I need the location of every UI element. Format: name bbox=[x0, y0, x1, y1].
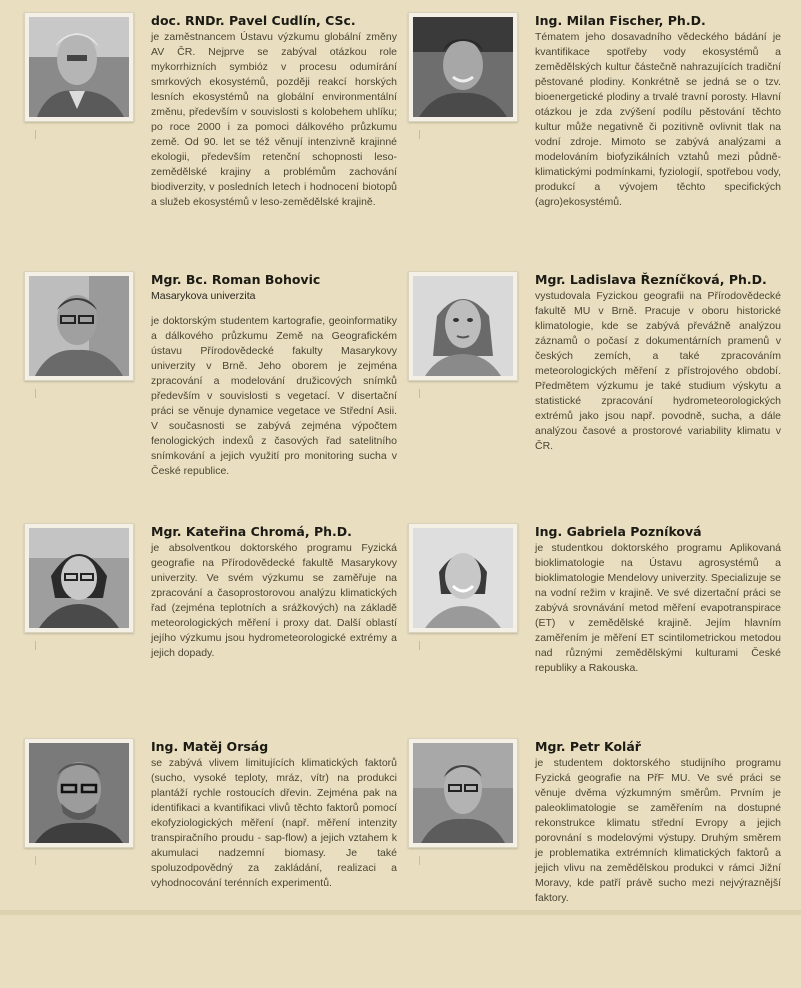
divider-tick bbox=[35, 130, 36, 139]
person-bio: je doktorským studentem kartografie, geoinformatiky a dálkového průzkumu Země na Geografickém ústavu Přírodovědecké fakulty Masarykovy univerzity v Brně. Jeho oborem je zejména zpracování a modelování družicových snímků především v souvislosti s vegetací. V disertační práci se věnuje dynamice vegetace ve Střední Asii. V současnosti se zabývá zejména výpočtem fenologických indexů z časových řad satelitního snímkování a jejich využití pro monitoring sucha v České republice. bbox=[151, 315, 397, 477]
portrait-photo bbox=[29, 17, 129, 117]
person-name: Mgr. Ladislava Řezníčková, Ph.D. bbox=[535, 272, 767, 287]
portrait-frame bbox=[408, 271, 518, 381]
person-name: doc. RNDr. Pavel Cudlín, CSc. bbox=[151, 13, 356, 28]
person-bio: je absolventkou doktorského programu Fyzická geografie na Přírodovědecké fakultě Masarykovy univerzity. Ve svém výzkumu se zaměřuje na zpracování a časoprostorovou analýzu klimatických řad (zejména teplotních a srážkových) na základě meteorologických měření i proxy dat. Další oblastí jejího výzkumu jsou hydrometeorologické extrémy a jejich dopady. bbox=[151, 542, 397, 659]
portrait-frame bbox=[408, 738, 518, 848]
person-card-orsag bbox=[24, 738, 404, 988]
divider-tick bbox=[419, 389, 420, 398]
portrait-frame bbox=[408, 523, 518, 633]
person-card-poznikova bbox=[408, 523, 788, 773]
portrait-frame bbox=[24, 12, 134, 122]
portrait-photo bbox=[413, 528, 513, 628]
person-bio: je zaměstnancem Ústavu výzkumu globální změny AV ČR. Nejprve se zabýval otázkou role mykorrhizních symbióz v procesu odumírání smrkových ekosystémů, později reakcí horských lesních ekosystémů na globální environmentální změnu, především v souvislosti s kolobehem uhlíku; po roce 2000 i za pomoci dálkového průzkumu země. Od 90. let se též věnují intenzivně krajinné ekologii, především retenční schopnosti leso-zemědělské krajiny a problémům zachování biodiverzity, v posledních letech i hodnocení biotopů a služeb ekosystémů v leso-zemědělské krajině. bbox=[151, 31, 397, 208]
person-info bbox=[151, 272, 397, 479]
person-name: Ing. Matěj Orság bbox=[151, 739, 269, 754]
portrait-frame bbox=[24, 523, 134, 633]
divider-tick bbox=[35, 856, 36, 865]
person-card-kolar bbox=[408, 738, 788, 988]
person-affiliation: Masarykova univerzita bbox=[151, 290, 256, 302]
person-name: Ing. Milan Fischer, Ph.D. bbox=[535, 13, 706, 28]
divider-tick bbox=[35, 641, 36, 650]
person-card-chroma bbox=[24, 523, 404, 773]
person-bio: se zabývá vlivem limitujících klimatických faktorů (sucho, vysoké teploty, mráz, vítr) na produkci plantáží rychle rostoucích dřevin. Zejména pak na identifikaci a kvantifikaci vlivů těchto faktorů pomocí ekofyziologických měření (např. měření intenzity transpiračního proudu - sap-flow) a jejich vztahem k akumulaci nadzemní biomasy. Je také spoluzodpovědný za zakládání, realizaci a vyhodnocování terénních experimentů. bbox=[151, 757, 397, 889]
portrait-photo bbox=[29, 276, 129, 376]
person-info bbox=[151, 524, 397, 661]
person-card-fischer bbox=[408, 12, 788, 262]
person-name: Mgr. Kateřina Chromá, Ph.D. bbox=[151, 524, 352, 539]
person-info bbox=[535, 13, 781, 210]
portrait-photo bbox=[413, 17, 513, 117]
person-info bbox=[535, 272, 781, 454]
person-name: Mgr. Bc. Roman Bohovic bbox=[151, 272, 321, 287]
portrait-frame bbox=[24, 738, 134, 848]
divider-tick bbox=[35, 389, 36, 398]
person-name: Mgr. Petr Kolář bbox=[535, 739, 641, 754]
person-bio: je studentem doktorského studijního programu Fyzická geografie na PřF MU. Ve své práci se věnuje dvěma výzkumným směrům. Prvním je paleoklimatologie se zaměřením na dostupné rekonstrukce klimatu střední Evropy a jejich porovnání s modelovými výstupy. Druhým směrem je problematika extrémních klimatických faktorů a jejich vlivu na zemědělskou produkci v rámci Jižní Moravy, kde patří právě sucho mezi nejvýraznější faktory. bbox=[535, 757, 781, 904]
portrait-frame bbox=[24, 271, 134, 381]
portrait-photo bbox=[413, 743, 513, 843]
person-info bbox=[535, 524, 781, 676]
divider-tick bbox=[419, 641, 420, 650]
portrait-frame bbox=[408, 12, 518, 122]
portrait-photo bbox=[29, 743, 129, 843]
page-bottom-edge bbox=[0, 910, 801, 915]
person-name: Ing. Gabriela Pozníková bbox=[535, 524, 702, 539]
person-bio: Tématem jeho dosavadního vědeckého bádání je kvantifikace spotřeby vody ekosystémů a zemědělských kultur částečně nahrazujících tradiční pěstované plodiny. Konkrétně se jedná se o tzv. bioenergetické plodiny a trvalé travní porosty. Hlavní otázkou je zda zvýšení podílu pěstování těchto kultur může negativně či pozitivně ovlivnit tlak na vodní zdroje. Mimoto se zabývá analýzami a modelováním biofyzikálních vztahů mezi půdně-klimatickými podmínkami, fyziologií, spotřebou vody, produkcí a vývojem těchto specifických (agro)ekosystémů. bbox=[535, 31, 781, 208]
person-bio: vystudovala Fyzickou geografii na Přírodovědecké fakultě MU v Brně. Pracuje v oboru historické klimatologie, kde se zabývá převážně analýzou záznamů o počasí z dokumentárních pramenů v českých zemích, a také zpracováním meteorologických měření z přístrojového období. Předmětem výzkumu je také studium výskytu a statistické zpracování hydrometeorologických extrémů jako jsou např. povodně, sucha, a dále analýzou časové a prostorové variability klimatu v ČR. bbox=[535, 290, 781, 452]
person-info bbox=[151, 13, 397, 210]
person-info bbox=[535, 739, 781, 906]
person-card-bohovic bbox=[24, 271, 404, 521]
divider-tick bbox=[419, 856, 420, 865]
portrait-photo bbox=[29, 528, 129, 628]
divider-tick bbox=[419, 130, 420, 139]
person-bio: je studentkou doktorského programu Aplikovaná bioklimatologie na Ústavu agrosystémů a bioklimatologie Mendelovy univerzity. Specializuje se na vodní režim v krajině. Ve své dizertační práci se zabývá srovnávání metod měření evapotranspirace (ET) v zemědělské krajině. Jejím hlavním zaměřením je měření ET scintilometrickou metodou nad různými zemědělskými kulturami České republiky a Rakouska. bbox=[535, 542, 781, 674]
portrait-photo bbox=[413, 276, 513, 376]
person-info bbox=[151, 739, 397, 891]
person-card-reznickova bbox=[408, 271, 788, 521]
person-card-cudlin bbox=[24, 12, 404, 262]
